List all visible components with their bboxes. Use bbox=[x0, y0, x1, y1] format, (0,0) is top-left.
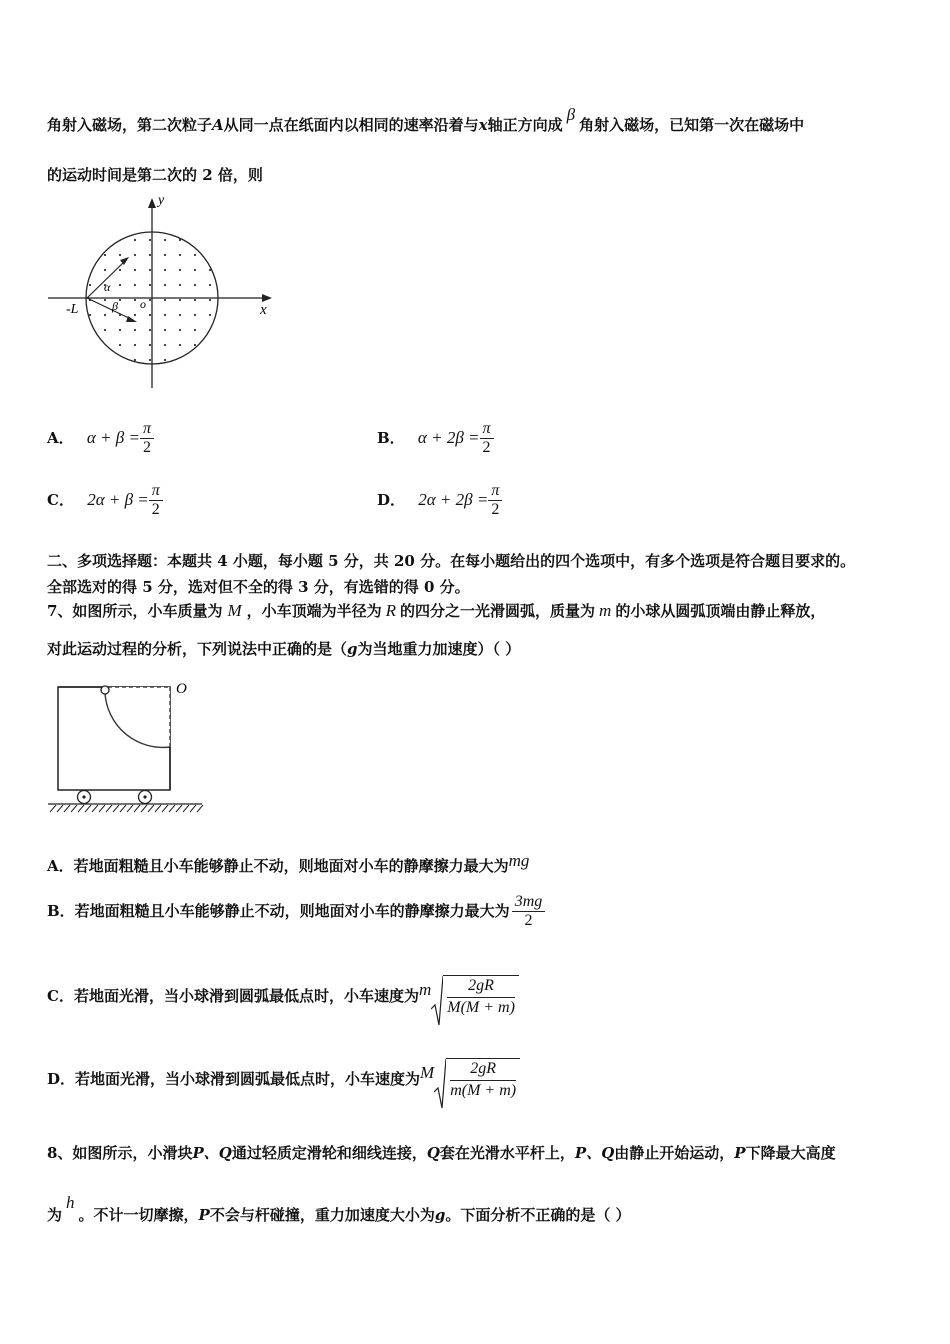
field-dot bbox=[209, 284, 211, 286]
section2-instructions-line2: 全部选对的得 5 分，选对但不全的得 3 分，有选错的得 0 分。 bbox=[47, 578, 470, 596]
hatch-line bbox=[113, 805, 119, 812]
hatch-line bbox=[176, 805, 182, 812]
field-dot bbox=[194, 359, 196, 361]
field-dot bbox=[164, 239, 166, 241]
field-dot bbox=[119, 299, 121, 301]
hatch-line bbox=[162, 805, 168, 812]
hatch-line bbox=[57, 805, 63, 812]
x-axis-arrow bbox=[262, 294, 272, 302]
q6-line1-part2: 从同一点在纸面内以相同的速率沿着与 bbox=[223, 116, 479, 134]
field-dot bbox=[89, 314, 91, 316]
hatch-line bbox=[169, 805, 175, 812]
field-dot bbox=[104, 299, 106, 301]
q7-M: M bbox=[227, 601, 242, 620]
q7-R: R bbox=[385, 601, 397, 620]
y-axis-arrow bbox=[148, 198, 156, 208]
q6-magnetic-field-figure bbox=[40, 188, 290, 390]
field-dot bbox=[179, 284, 181, 286]
field-dot bbox=[119, 284, 121, 286]
hatch-line bbox=[64, 805, 70, 812]
q6-x-axis: x bbox=[478, 116, 488, 134]
q6-line2: 的运动时间是第二次的 2 倍，则 bbox=[47, 166, 263, 184]
field-dot bbox=[89, 329, 91, 331]
velocity-arrow-beta bbox=[87, 298, 133, 320]
field-dot bbox=[209, 359, 211, 361]
hatch-line bbox=[127, 805, 133, 812]
hatch-line bbox=[78, 805, 84, 812]
field-dot bbox=[104, 269, 106, 271]
field-dot bbox=[194, 299, 196, 301]
field-dot bbox=[134, 239, 136, 241]
field-dot bbox=[134, 314, 136, 316]
field-dot bbox=[209, 299, 211, 301]
field-dot bbox=[179, 329, 181, 331]
field-dot bbox=[164, 314, 166, 316]
field-dot bbox=[134, 344, 136, 346]
q6-option-A[interactable]: A． α + β = $\frac{\pi}{2}$ bbox=[47, 420, 154, 458]
field-dot bbox=[134, 359, 136, 361]
ground-hatching bbox=[50, 805, 203, 812]
q6-line1 bbox=[47, 105, 805, 135]
field-dot bbox=[179, 269, 181, 271]
field-dot bbox=[119, 344, 121, 346]
field-dot bbox=[164, 254, 166, 256]
field-dot bbox=[134, 299, 136, 301]
q8-h: h bbox=[66, 1193, 75, 1212]
hatch-line bbox=[190, 805, 196, 812]
field-dot bbox=[179, 314, 181, 316]
field-dot bbox=[209, 239, 211, 241]
hatch-line bbox=[106, 805, 112, 812]
q6-particle-A: A bbox=[212, 116, 224, 134]
field-dot bbox=[194, 344, 196, 346]
field-dots bbox=[89, 239, 211, 361]
field-dot bbox=[89, 269, 91, 271]
q6-line1-part1: 角射入磁场，第二次粒子 bbox=[47, 116, 213, 134]
field-dot bbox=[209, 314, 211, 316]
field-dot bbox=[89, 284, 91, 286]
field-dot bbox=[149, 254, 151, 256]
field-dot bbox=[149, 359, 151, 361]
field-dot bbox=[134, 284, 136, 286]
field-dot bbox=[179, 254, 181, 256]
section2-instructions-line1: 二、多项选择题：本题共 4 小题，每小题 5 分，共 20 分。在每小题给出的四个选项中，有多个选项是符合题目要求的。 bbox=[47, 552, 856, 570]
hatch-line bbox=[71, 805, 77, 812]
q7-option-C[interactable]: C．若地面光滑，当小球滑到圆弧最低点时，小车速度为m $\frac{2gR}{M(M + m)}$ bbox=[47, 975, 519, 1019]
field-dot bbox=[149, 284, 151, 286]
field-dot bbox=[104, 254, 106, 256]
field-dot bbox=[89, 359, 91, 361]
field-dot bbox=[194, 329, 196, 331]
hatch-line bbox=[155, 805, 161, 812]
field-dot bbox=[194, 239, 196, 241]
alpha-label: α bbox=[104, 280, 111, 294]
q6-line1-part4: 角射入磁场，已知第一次在磁场中 bbox=[579, 116, 805, 134]
q7-cart-figure bbox=[44, 676, 214, 816]
field-dot bbox=[164, 284, 166, 286]
q6-option-C[interactable]: C． 2α + β = $\frac{\pi}{2}$ bbox=[47, 482, 163, 520]
hatch-line bbox=[92, 805, 98, 812]
field-dot bbox=[149, 299, 151, 301]
q6-beta-symbol: β bbox=[566, 105, 576, 124]
field-dot bbox=[134, 329, 136, 331]
x-label: x bbox=[260, 302, 267, 318]
field-dot bbox=[134, 254, 136, 256]
field-dot bbox=[164, 344, 166, 346]
field-dot bbox=[89, 344, 91, 346]
neg-L-label: -L bbox=[66, 302, 79, 317]
field-dot bbox=[149, 344, 151, 346]
field-dot bbox=[104, 359, 106, 361]
field-dot bbox=[179, 359, 181, 361]
q8-line1: 8、如图所示，小滑块P、Q通过轻质定滑轮和细线连接，Q套在光滑水平杆上，P、Q由静止开始运动，P下降最大高度 bbox=[47, 1144, 836, 1162]
hatch-line bbox=[183, 805, 189, 812]
q6-option-D[interactable]: D． 2α + 2β = $\frac{\pi}{2}$ bbox=[377, 482, 502, 520]
q7-line1: 7、如图所示，小车质量为 M ，小车顶端为半径为 R 的四分之一光滑圆弧，质量为 m 的小球从圆弧顶端由静止释放， bbox=[47, 601, 826, 620]
field-dot bbox=[194, 284, 196, 286]
field-dot bbox=[119, 269, 121, 271]
field-dot bbox=[194, 269, 196, 271]
field-dot bbox=[179, 344, 181, 346]
hatch-line bbox=[99, 805, 105, 812]
q8-line2: 为h。不计一切摩擦，P不会与杆碰撞，重力加速度大小为g。下面分析不正确的是（ ） bbox=[47, 1193, 631, 1224]
field-dot bbox=[149, 239, 151, 241]
field-dot bbox=[119, 359, 121, 361]
field-dot bbox=[89, 239, 91, 241]
q7-option-D[interactable]: D．若地面光滑，当小球滑到圆弧最低点时，小车速度为M $\frac{2gR}{m(M + m)}$ bbox=[47, 1058, 520, 1102]
beta-label: β bbox=[112, 299, 118, 313]
field-dot bbox=[119, 254, 121, 256]
field-dot bbox=[104, 329, 106, 331]
y-label: y bbox=[158, 193, 165, 208]
hatch-line bbox=[50, 805, 56, 812]
field-dot bbox=[179, 239, 181, 241]
field-dot bbox=[149, 314, 151, 316]
hatch-line bbox=[134, 805, 140, 812]
field-dot bbox=[134, 269, 136, 271]
q7-option-B[interactable]: B．若地面粗糙且小车能够静止不动，则地面对小车的静摩擦力最大为 $\frac{3mg}{2}$ bbox=[47, 893, 545, 931]
field-dot bbox=[209, 344, 211, 346]
q7-m: m bbox=[599, 601, 612, 620]
hatch-line bbox=[85, 805, 91, 812]
hatch-line bbox=[197, 805, 203, 812]
origin-label: o bbox=[140, 297, 146, 311]
field-dot bbox=[149, 269, 151, 271]
field-dot bbox=[164, 329, 166, 331]
field-dot bbox=[164, 299, 166, 301]
field-dot bbox=[164, 359, 166, 361]
field-dot bbox=[209, 254, 211, 256]
field-dot bbox=[104, 314, 106, 316]
q6-line1-part3: 轴正方向成 bbox=[487, 116, 563, 134]
q7-line2: 对此运动过程的分析，下列说法中正确的是（g为当地重力加速度）（ ） bbox=[47, 640, 521, 658]
hatch-line bbox=[120, 805, 126, 812]
field-dot bbox=[164, 269, 166, 271]
q6-option-B[interactable]: B． α + 2β = $\frac{\pi}{2}$ bbox=[377, 420, 494, 458]
q7-option-A[interactable]: A．若地面粗糙且小车能够静止不动，则地面对小车的静摩擦力最大为mg bbox=[47, 851, 530, 875]
field-dot bbox=[89, 254, 91, 256]
field-dot bbox=[119, 329, 121, 331]
hatch-line bbox=[141, 805, 147, 812]
small-ball bbox=[101, 686, 109, 694]
field-dot bbox=[179, 299, 181, 301]
field-dot bbox=[104, 239, 106, 241]
field-dot bbox=[194, 314, 196, 316]
field-dot bbox=[194, 254, 196, 256]
hatch-line bbox=[148, 805, 154, 812]
field-dot bbox=[149, 329, 151, 331]
point-O-label: O bbox=[176, 681, 187, 697]
field-dot bbox=[209, 269, 211, 271]
